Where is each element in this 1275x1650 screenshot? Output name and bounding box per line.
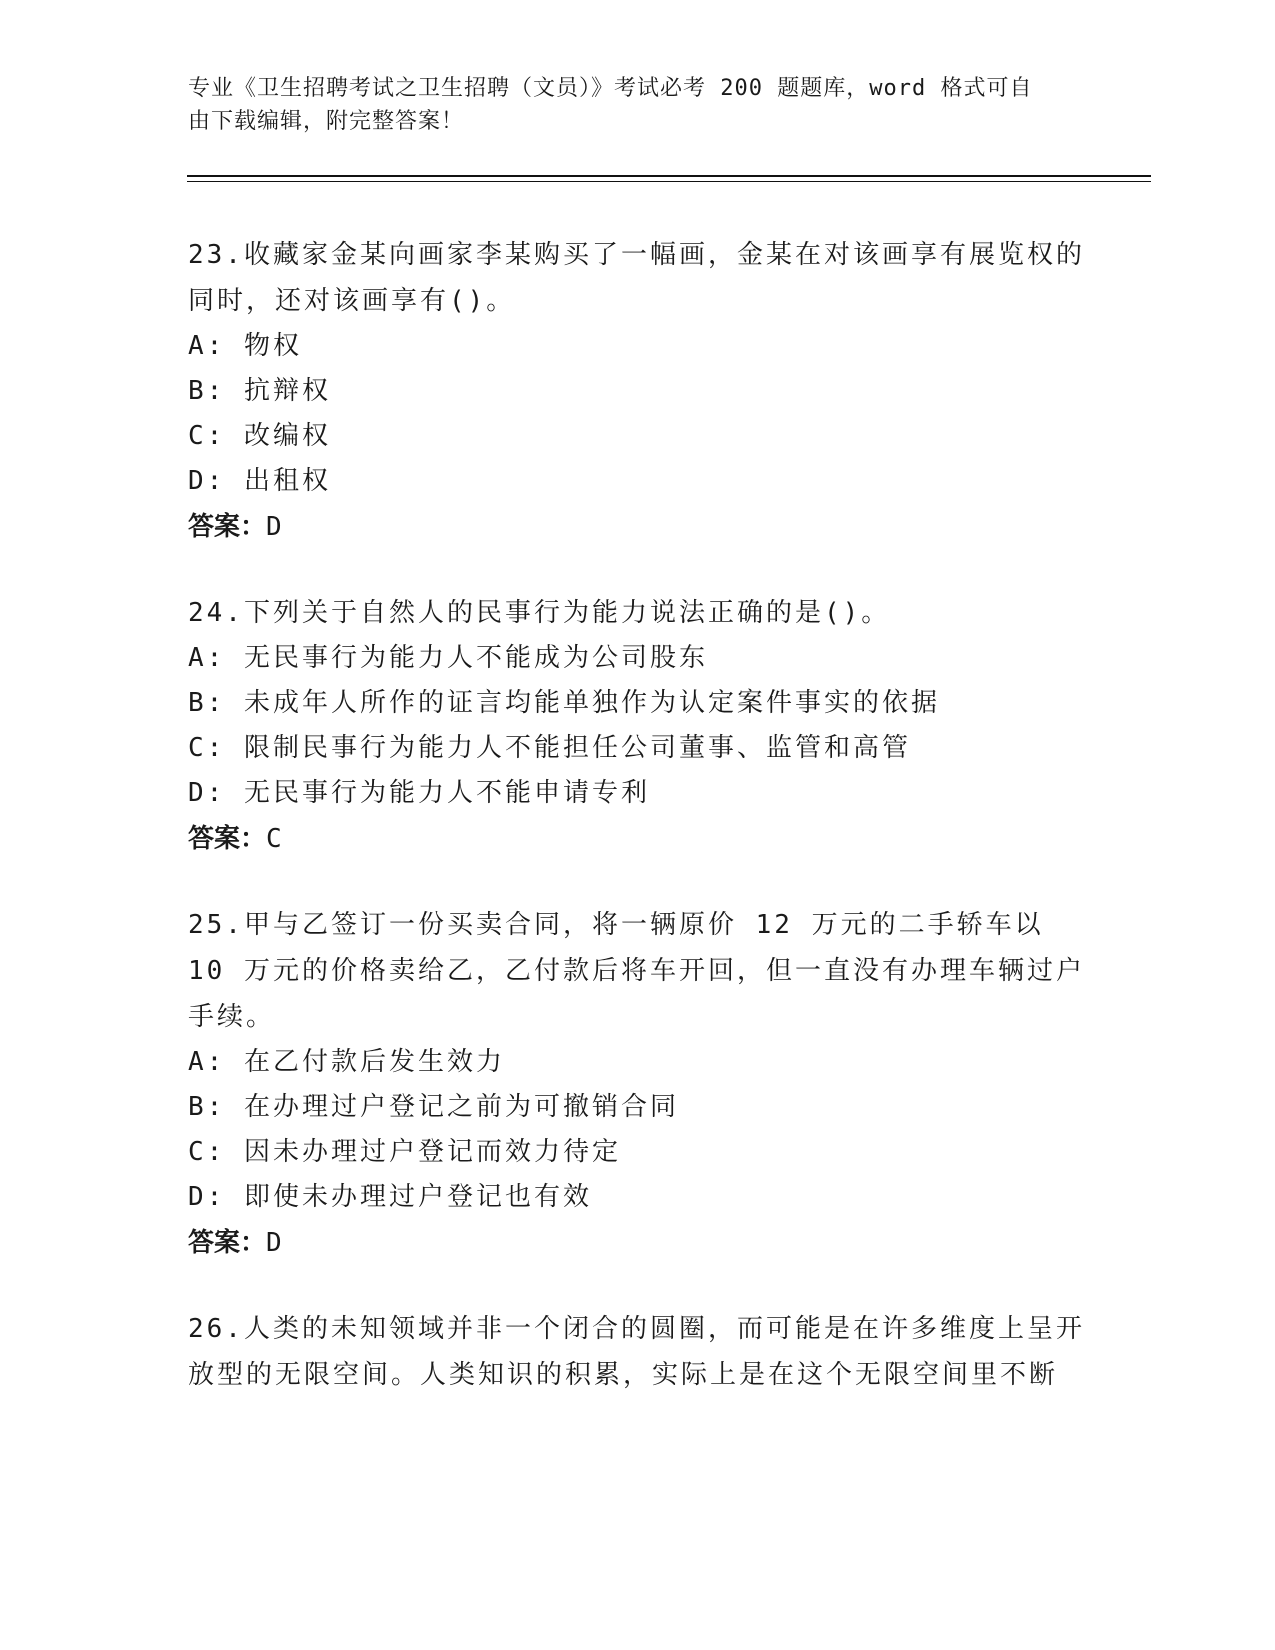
question-23 [188,232,1088,550]
header-line-2: 由下载编辑，附完整答案！ [188,109,465,134]
answer-line [188,816,1088,862]
answer-value: D [266,1228,282,1258]
answer-value: C [266,824,282,854]
option-c: C: 限制民事行为能力人不能担任公司董事、监管和高管 [188,733,911,763]
question-text: 26.人类的未知领域并非一个闭合的圆圈，而可能是在许多维度上呈开放型的无限空间。人类知识的积累，实际上是在这个无限空间里不断 [188,1314,1085,1390]
question-25 [188,902,1088,1266]
answer-label: 答案： [188,512,267,542]
question-26 [188,1306,1088,1398]
option-d: D: 即使未办理过户登记也有效 [188,1182,592,1212]
answer-label: 答案： [188,1228,267,1258]
answer-line [188,1220,1088,1266]
answer-label: 答案： [188,824,267,854]
option-a: A: 物权 [188,331,302,361]
header-divider-thin [187,181,1151,182]
option-b: B: 在办理过户登记之前为可撤销合同 [188,1092,679,1122]
option-a: A: 无民事行为能力人不能成为公司股东 [188,643,708,673]
option-a: A: 在乙付款后发生效力 [188,1047,505,1077]
option-c: C: 改编权 [188,421,331,451]
header-line-1: 专业《卫生招聘考试之卫生招聘（文员）》考试必考 200 题题库，word 格式可自 [188,76,1033,101]
header-divider-thick [187,175,1151,177]
answer-value: D [266,512,282,542]
question-24 [188,590,1088,862]
option-c: C: 因未办理过户登记而效力待定 [188,1137,621,1167]
question-text: 24.下列关于自然人的民事行为能力说法正确的是()。 [188,598,891,628]
document-header [188,72,1068,138]
option-b: B: 抗辩权 [188,376,331,406]
question-text: 23.收藏家金某向画家李某购买了一幅画，金某在对该画享有展览权的同时，还对该画享有()。 [188,240,1085,316]
question-list [188,232,1088,1438]
option-d: D: 无民事行为能力人不能申请专利 [188,778,650,808]
option-b: B: 未成年人所作的证言均能单独作为认定案件事实的依据 [188,688,940,718]
answer-line [188,504,1088,550]
option-d: D: 出租权 [188,466,331,496]
question-text: 25.甲与乙签订一份买卖合同，将一辆原价 12 万元的二手轿车以 10 万元的价格卖给乙，乙付款后将车开回，但一直没有办理车辆过户手续。 [188,910,1085,1032]
